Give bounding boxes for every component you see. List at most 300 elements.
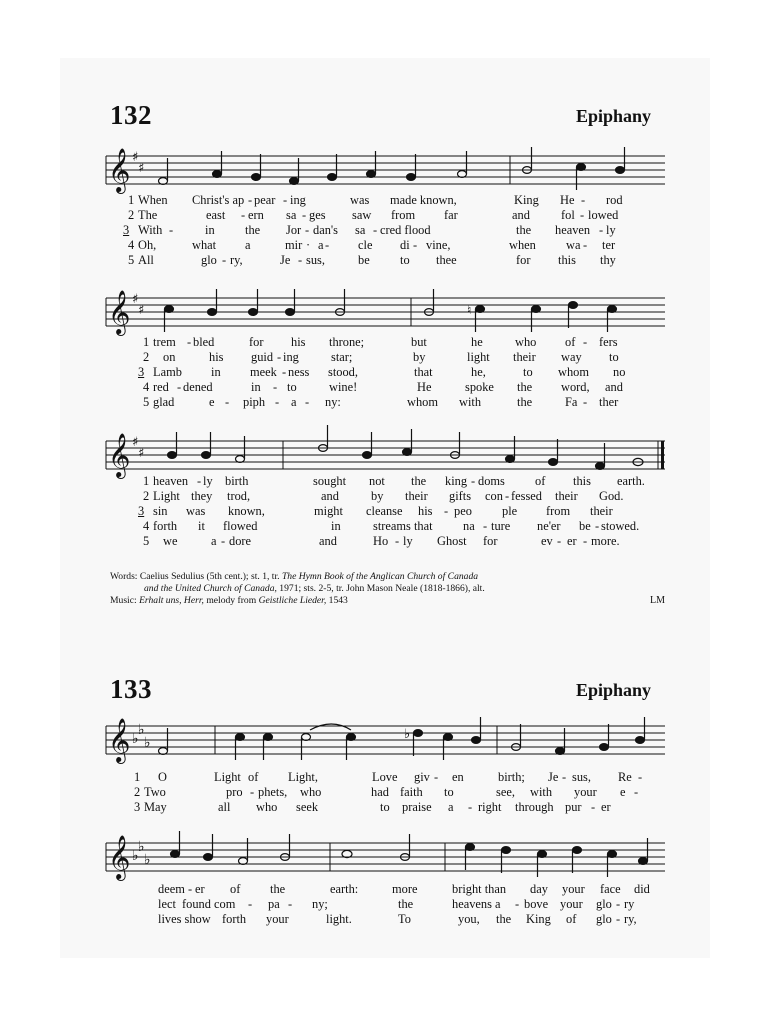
lyric-syllable: bled: [193, 335, 215, 349]
lyric-syllable: and: [605, 380, 623, 394]
lyric-syllable: far: [444, 208, 458, 222]
syllable-hyphen: -: [305, 223, 310, 237]
svg-text:♭: ♭: [144, 735, 151, 751]
lyric-syllable: 2: [143, 350, 150, 364]
lyric-syllable: made known,: [390, 193, 457, 207]
lyric-syllable: 2: [143, 489, 150, 503]
lyric-syllable: pro: [226, 785, 243, 799]
syllable-hyphen: -: [177, 380, 182, 394]
svg-text:♭: ♭: [132, 731, 139, 747]
syllable-hyphen: -: [583, 395, 588, 409]
lyric-syllable: to: [609, 350, 619, 364]
lyric-syllable: With: [138, 223, 163, 237]
lyric-syllable: but: [411, 335, 427, 349]
lyric-syllable: sa: [355, 223, 366, 237]
lyric-syllable: heaven: [153, 474, 189, 488]
lyric-syllable: O: [158, 770, 167, 784]
lyric-syllable: sus,: [572, 770, 591, 784]
syllable-hyphen: -: [591, 800, 596, 814]
svg-text:♯: ♯: [138, 303, 145, 318]
lyric-syllable: Oh,: [138, 238, 157, 252]
lyric-syllable: to: [400, 253, 410, 267]
lyric-syllable: his: [291, 335, 306, 349]
lyric-syllable: Je: [280, 253, 291, 267]
lyric-syllable: Love: [372, 770, 398, 784]
lyric-syllable: found com: [182, 897, 236, 911]
lyric-syllable: pa: [268, 897, 280, 911]
lyric-syllable: wa: [566, 238, 581, 252]
lyric-syllable: All: [138, 253, 154, 267]
lyric-syllable: ry,: [230, 253, 243, 267]
lyric-syllable: sought: [313, 474, 347, 488]
lyric-syllable: The: [138, 208, 158, 222]
lyric-syllable: whom: [407, 395, 438, 409]
syllable-hyphen: -: [583, 335, 588, 349]
lyric-syllable: ry,: [624, 912, 637, 926]
lyric-syllable: He: [417, 380, 432, 394]
lyric-syllable: for: [516, 253, 531, 267]
lyric-syllable: ter: [602, 238, 616, 252]
syllable-hyphen: -: [595, 519, 600, 533]
syllable-hyphen: -: [483, 519, 488, 533]
lyric-syllable: he: [471, 335, 483, 349]
staff-133-2: [106, 843, 665, 871]
lyric-syllable: known,: [228, 504, 265, 518]
lyric-syllable: Light: [214, 770, 241, 784]
lyric-syllable: dore: [229, 534, 252, 548]
lyric-syllable: of: [565, 335, 576, 349]
lyric-syllable: piph: [243, 395, 266, 409]
lyric-syllable: right: [478, 800, 502, 814]
lyric-syllable: ing: [290, 193, 306, 207]
hymn-number: 133: [110, 674, 152, 704]
lyric-syllable: face: [600, 882, 621, 896]
lyric-syllable: birth: [225, 474, 249, 488]
lyric-syllable: earth.: [617, 474, 645, 488]
syllable-hyphen: -: [248, 193, 253, 207]
lyric-syllable: bright than: [452, 882, 507, 896]
lyric-syllable: and: [319, 534, 337, 548]
svg-text:♯: ♯: [132, 435, 139, 450]
lyric-syllable: dan's: [313, 223, 338, 237]
svg-text:♭: ♭: [404, 727, 411, 742]
syllable-hyphen: -: [444, 504, 449, 518]
lyric-syllable: ges: [309, 208, 326, 222]
lyric-syllable: 4: [143, 380, 150, 394]
lyric-syllable: to: [287, 380, 297, 394]
lyric-syllable: by: [413, 350, 426, 364]
lyric-syllable: way: [561, 350, 582, 364]
lyric-syllable: a: [291, 395, 297, 409]
meter-label: LM: [650, 595, 665, 606]
syllable-hyphen: -: [222, 253, 227, 267]
lyric-syllable: no: [613, 365, 626, 379]
lyric-syllable: the: [245, 223, 261, 237]
svg-text:♯: ♯: [138, 161, 145, 176]
syllable-hyphen: -: [250, 785, 255, 799]
lyric-syllable: to: [523, 365, 533, 379]
lyric-syllable: en: [452, 770, 464, 784]
lyric-syllable: who: [515, 335, 537, 349]
lyric-syllable: 1: [143, 474, 150, 488]
lyric-syllable: their: [555, 489, 578, 503]
lyric-syllable: was: [350, 193, 370, 207]
syllable-hyphen: -: [305, 395, 310, 409]
lyric-syllable: had: [371, 785, 389, 799]
lyric-syllable: streams that: [373, 519, 433, 533]
svg-text:𝄞: 𝄞: [108, 835, 131, 879]
lyric-syllable: rod: [606, 193, 623, 207]
lyric-syllable: heavens a: [452, 897, 501, 911]
verse-number: 1: [128, 193, 135, 207]
lyric-syllable: in: [251, 380, 261, 394]
lyric-syllable: sa: [286, 208, 297, 222]
syllable-hyphen: -: [169, 223, 174, 237]
lyric-syllable: and: [321, 489, 339, 503]
music-credit: Music: Erhalt uns, Herr, melody from Geistliche Lieder, 1543: [110, 595, 348, 606]
lyric-syllable: what: [192, 238, 217, 252]
lyric-syllable: Re: [618, 770, 632, 784]
lyric-syllable: thy: [600, 253, 616, 267]
lyric-syllable: your: [562, 882, 585, 896]
syllable-hyphen: -: [298, 253, 303, 267]
lyric-syllable: 5: [143, 395, 150, 409]
lyric-syllable: stowed.: [601, 519, 640, 533]
syllable-hyphen: -: [581, 193, 586, 207]
lyric-syllable: 2: [128, 208, 135, 222]
lyric-syllable: sus,: [306, 253, 325, 267]
syllable-hyphen: -: [468, 800, 473, 814]
lyric-syllable: for: [483, 534, 498, 548]
lyric-syllable: 3: [134, 800, 141, 814]
syllable-hyphen: -: [599, 223, 604, 237]
lyric-syllable: a: [448, 800, 454, 814]
lyric-syllable: glo: [596, 912, 612, 926]
lyric-syllable: ther: [599, 395, 619, 409]
lyric-syllable: fers: [599, 335, 618, 349]
syllable-hyphen: -: [505, 489, 510, 503]
lyric-syllable: the: [270, 882, 286, 896]
svg-text:♭: ♭: [144, 852, 151, 868]
syllable-hyphen: -: [221, 534, 226, 548]
svg-text:♮: ♮: [467, 303, 472, 317]
lyric-syllable: 4: [128, 238, 135, 252]
lyric-syllable: from: [546, 504, 571, 518]
lyric-syllable: ly: [203, 474, 213, 488]
lyric-syllable: cred flood: [380, 223, 431, 237]
syllable-hyphen: -: [638, 770, 643, 784]
lyric-syllable: 2: [134, 785, 141, 799]
lyric-syllable: to: [380, 800, 390, 814]
lyric-syllable: Fa: [565, 395, 578, 409]
lyric-syllable: Je: [548, 770, 559, 784]
syllable-hyphen: -: [283, 193, 288, 207]
lyric-syllable: seek: [296, 800, 319, 814]
lyric-syllable: your: [266, 912, 289, 926]
lyric-syllable: ly: [403, 534, 413, 548]
staff-132-2: [106, 298, 665, 326]
svg-text:𝄞: 𝄞: [108, 290, 131, 334]
lyric-syllable: a: [245, 238, 251, 252]
lyric-syllable: fessed: [511, 489, 542, 503]
lyric-syllable: when: [509, 238, 536, 252]
lyric-syllable: with: [459, 395, 482, 409]
lyric-syllable: be: [579, 519, 591, 533]
hymnal-page: [60, 58, 710, 958]
syllable-hyphen: -: [288, 897, 293, 911]
lyric-syllable: flowed: [223, 519, 258, 533]
lyric-syllable: of: [248, 770, 259, 784]
lyric-syllable: birth;: [498, 770, 525, 784]
lyric-syllable: Lamb: [153, 365, 182, 379]
lyric-syllable: na: [463, 519, 475, 533]
lyric-syllable: the: [517, 380, 533, 394]
lyric-syllable: faith: [400, 785, 423, 799]
lyric-syllable: not: [369, 474, 385, 488]
svg-text:♭: ♭: [138, 722, 145, 738]
lyric-syllable: 5: [128, 253, 135, 267]
syllable-hyphen: -: [282, 365, 287, 379]
syllable-hyphen: -: [225, 395, 230, 409]
lyric-syllable: mir: [285, 238, 303, 252]
hymn-number: 132: [110, 100, 152, 130]
lyric-syllable: throne;: [329, 335, 365, 349]
svg-text:♭: ♭: [132, 848, 139, 864]
lyric-syllable: fol: [561, 208, 575, 222]
lyric-syllable: was: [186, 504, 206, 518]
lyric-syllable: ness: [288, 365, 310, 379]
lyric-syllable: To: [398, 912, 411, 926]
svg-text:♯: ♯: [138, 446, 145, 461]
lyric-syllable: King: [526, 912, 551, 926]
lyric-syllable: the: [411, 474, 427, 488]
lyric-syllable: ple: [502, 504, 518, 518]
lyric-syllable: ry: [624, 897, 635, 911]
svg-text:𝄞: 𝄞: [108, 718, 131, 762]
lyric-syllable: er: [601, 800, 611, 814]
lyric-syllable: meek: [250, 365, 277, 379]
lyric-syllable: trem: [153, 335, 176, 349]
lyric-syllable: Light,: [288, 770, 318, 784]
lyric-syllable: of: [230, 882, 241, 896]
syllable-hyphen: -: [302, 208, 307, 222]
season-title: Epiphany: [576, 106, 652, 126]
lyric-syllable: on: [163, 350, 176, 364]
lyric-syllable: When: [138, 193, 168, 207]
lyric-syllable: the: [516, 223, 532, 237]
lyric-syllable: the: [496, 912, 512, 926]
lyric-syllable: 1: [143, 335, 150, 349]
syllable-hyphen: -: [188, 882, 193, 896]
lyric-syllable: in: [331, 519, 341, 533]
lyric-syllable: your: [560, 897, 583, 911]
lyric-syllable: Christ's ap: [192, 193, 245, 207]
syllable-hyphen: -: [248, 897, 253, 911]
syllable-hyphen: -: [515, 897, 520, 911]
lyric-syllable: forth: [222, 912, 247, 926]
syllable-hyphen: -: [583, 534, 588, 548]
lyric-syllable: day: [530, 882, 548, 896]
lyric-syllable: peo: [454, 504, 472, 518]
lyric-syllable: his: [209, 350, 224, 364]
lyric-syllable: con: [485, 489, 503, 503]
syllable-hyphen: ·: [306, 238, 311, 252]
lyric-syllable: gifts: [449, 489, 472, 503]
lyric-syllable: Light: [153, 489, 180, 503]
syllable-hyphen: -: [373, 223, 378, 237]
lyric-syllable: ny:: [325, 395, 341, 409]
lyric-syllable: by: [371, 489, 384, 503]
lyric-syllable: their: [590, 504, 613, 518]
lyric-syllable: 3: [138, 504, 145, 518]
syllable-hyphen: -: [471, 474, 476, 488]
lyric-syllable: light: [467, 350, 490, 364]
lyric-syllable: this: [573, 474, 591, 488]
lyric-syllable: ing: [283, 350, 299, 364]
lyric-syllable: red: [153, 380, 169, 394]
lyric-syllable: Two: [144, 785, 166, 799]
lyric-syllable: of: [566, 912, 577, 926]
syllable-hyphen: -: [395, 534, 400, 548]
lyric-syllable: whom: [558, 365, 589, 379]
lyric-syllable: 5: [143, 534, 150, 548]
lyric-syllable: Ho: [373, 534, 389, 548]
lyric-syllable: his: [418, 504, 433, 518]
words-credit: Words: Caelius Sedulius (5th cent.); st. 1, tr. The Hymn Book of the Anglican Church of Canada: [110, 571, 479, 582]
syllable-hyphen: -: [277, 350, 282, 364]
lyric-syllable: ly: [606, 223, 616, 237]
lyric-syllable: see,: [496, 785, 515, 799]
lyric-syllable: e: [209, 395, 215, 409]
lyric-syllable: through: [515, 800, 554, 814]
lyric-syllable: king: [445, 474, 468, 488]
lyric-syllable: light.: [326, 912, 352, 926]
syllable-hyphen: -: [583, 238, 588, 252]
syllable-hyphen: -: [187, 335, 192, 349]
lyric-syllable: spoke: [465, 380, 494, 394]
lyric-syllable: earth:: [330, 882, 359, 896]
lyric-syllable: more.: [591, 534, 620, 548]
syllable-hyphen: -: [580, 208, 585, 222]
syllable-hyphen: -: [241, 208, 246, 222]
lyric-syllable: for: [249, 335, 264, 349]
lyric-syllable: from: [391, 208, 416, 222]
lyric-syllable: May: [144, 800, 167, 814]
lyric-syllable: that: [414, 365, 433, 379]
lyric-syllable: thee: [436, 253, 457, 267]
lyric-syllable: all: [218, 800, 231, 814]
lyric-syllable: he,: [471, 365, 486, 379]
lyric-syllable: pur: [565, 800, 582, 814]
lyric-syllable: who: [300, 785, 322, 799]
lyric-syllable: ne'er: [537, 519, 561, 533]
lyric-syllable: doms: [478, 474, 505, 488]
staff-132-3: [106, 441, 665, 469]
lyric-syllable: e: [620, 785, 626, 799]
syllable-hyphen: -: [273, 380, 278, 394]
lyric-syllable: glad: [153, 395, 175, 409]
lyric-syllable: their: [513, 350, 536, 364]
syllable-hyphen: -: [275, 395, 280, 409]
lyric-syllable: a: [211, 534, 217, 548]
lyric-syllable: the: [517, 395, 533, 409]
lyric-syllable: Jor: [286, 223, 302, 237]
lyric-syllable: glo: [596, 897, 612, 911]
lyric-syllable: you,: [458, 912, 480, 926]
syllable-hyphen: -: [413, 238, 418, 252]
lyric-syllable: ny;: [312, 897, 328, 911]
lyric-syllable: in: [205, 223, 215, 237]
lyric-syllable: 1: [134, 770, 141, 784]
lyric-syllable: your: [574, 785, 597, 799]
lyric-syllable: lect: [158, 897, 176, 911]
syllable-hyphen: -: [634, 785, 639, 799]
syllable-hyphen: -: [616, 912, 621, 926]
syllable-hyphen: -: [197, 474, 202, 488]
lyric-syllable: praise: [402, 800, 432, 814]
lyric-syllable: vine,: [426, 238, 451, 252]
lyric-syllable: dened: [183, 380, 213, 394]
lyric-syllable: cleanse: [366, 504, 403, 518]
lyric-syllable: this: [558, 253, 576, 267]
lyric-syllable: God.: [599, 489, 624, 503]
lyric-syllable: more: [392, 882, 418, 896]
syllable-hyphen: -: [325, 238, 330, 252]
season-title: Epiphany: [576, 680, 652, 700]
svg-text:♭: ♭: [138, 839, 145, 855]
lyric-syllable: glo: [201, 253, 217, 267]
lyric-syllable: a: [318, 238, 324, 252]
lyric-syllable: they: [191, 489, 213, 503]
lyric-syllable: 4: [143, 519, 150, 533]
lyric-syllable: 3: [138, 365, 145, 379]
syllable-hyphen: -: [557, 534, 562, 548]
svg-text:♯: ♯: [132, 292, 139, 307]
words-credit-cont: and the United Church of Canada, 1971; sts. 2-5, tr. John Mason Neale (1818-1866), alt.: [144, 583, 485, 594]
lyric-syllable: er: [195, 882, 205, 896]
lyric-syllable: ev: [541, 534, 553, 548]
lyric-syllable: did: [634, 882, 650, 896]
lyric-syllable: King: [514, 193, 539, 207]
lyric-syllable: star;: [331, 350, 353, 364]
svg-text:𝄞: 𝄞: [108, 433, 131, 477]
lyric-syllable: their: [405, 489, 428, 503]
lyric-syllable: in: [211, 365, 221, 379]
lyric-syllable: er: [567, 534, 577, 548]
lyric-syllable: ern: [248, 208, 264, 222]
lyric-syllable: forth: [153, 519, 178, 533]
lyric-syllable: deem: [158, 882, 185, 896]
lyric-syllable: phets,: [258, 785, 288, 799]
lyric-syllable: east: [206, 208, 226, 222]
lyric-syllable: lives show: [158, 912, 211, 926]
lyric-syllable: who: [256, 800, 278, 814]
lyric-syllable: saw: [352, 208, 372, 222]
lyric-syllable: be: [358, 253, 370, 267]
lyric-syllable: it: [198, 519, 205, 533]
lyric-syllable: might: [314, 504, 343, 518]
lyric-syllable: di: [400, 238, 410, 252]
lyric-syllable: of: [535, 474, 546, 488]
syllable-hyphen: -: [562, 770, 567, 784]
treble-clef-icon: 𝄞: [108, 148, 131, 192]
lyric-syllable: giv: [414, 770, 430, 784]
lyric-syllable: heaven: [555, 223, 591, 237]
lyric-syllable: Ghost: [437, 534, 467, 548]
lyric-syllable: guid: [251, 350, 274, 364]
lyric-syllable: with: [530, 785, 553, 799]
lyric-syllable: we: [163, 534, 178, 548]
